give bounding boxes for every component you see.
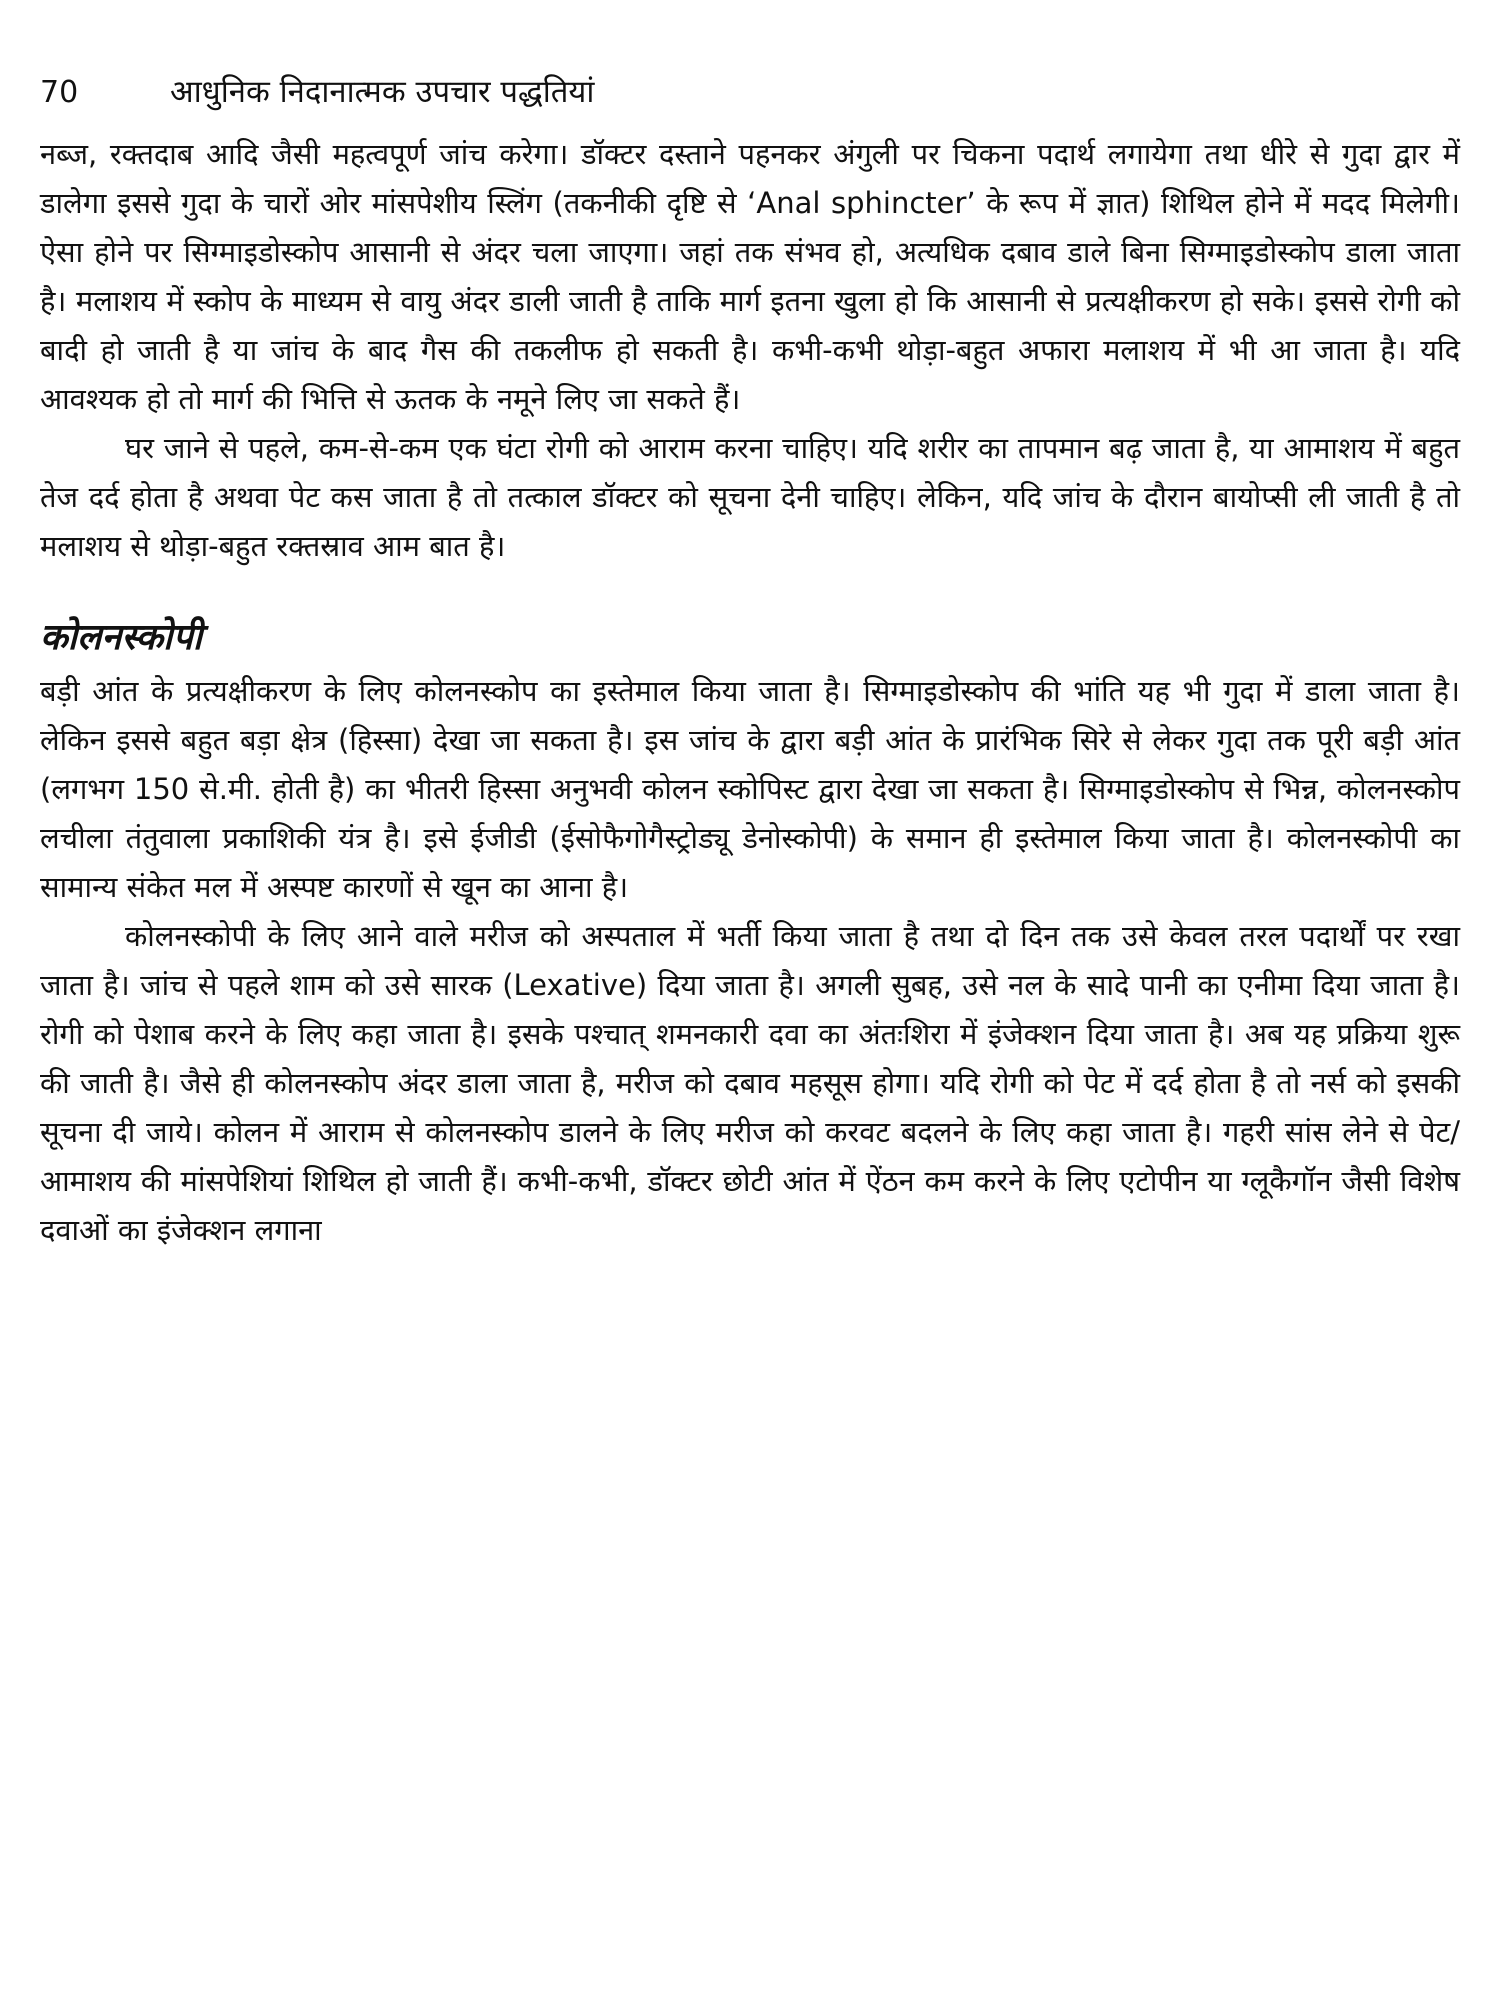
- page-body: [40, 130, 1460, 1255]
- paragraph: बड़ी आंत के प्रत्यक्षीकरण के लिए कोलनस्कोप का इस्तेमाल किया जाता है। सिग्माइडोस्कोप की भांति यह भी गुदा में डाला जाता है। लेकिन इससे बहुत बड़ा क्षेत्र (हिस्सा) देखा जा सकता है। इस जांच के द्वारा बड़ी आंत के प्रारंभिक सिरे से लेकर गुदा तक पूरी बड़ी आंत (लगभग 150 से.मी. होती है) का भीतरी हिस्सा अनुभवी कोलन स्कोपिस्ट द्वारा देखा जा सकता है। सिग्माइडोस्कोप से भिन्न, कोलनस्कोप लचीला तंतुवाला प्रकाशिकी यंत्र है। इसे ईजीडी (ईसोफैगोगैस्ट्रोड्यू डेनोस्कोपी) के समान ही इस्तेमाल किया जाता है। कोलनस्कोपी का सामान्य संकेत मल में अस्पष्ट कारणों से खून का आना है।: [40, 674, 1460, 904]
- paragraph: घर जाने से पहले, कम-से-कम एक घंटा रोगी को आराम करना चाहिए। यदि शरीर का तापमान बढ़ जाता है, या आमाशय में बहुत तेज दर्द होता है अथवा पेट कस जाता है तो तत्काल डॉक्टर को सूचना देनी चाहिए। लेकिन, यदि जांच के दौरान बायोप्सी ली जाती है तो मलाशय से थोड़ा-बहुत रक्तस्राव आम बात है।: [40, 431, 1460, 563]
- section-heading: कोलनस्कोपी: [40, 617, 203, 658]
- running-title: आधुनिक निदानात्मक उपचार पद्धतियां: [170, 74, 595, 110]
- book-page: [40, 70, 1460, 1255]
- paragraph: नब्ज, रक्तदाब आदि जैसी महत्वपूर्ण जांच करेगा। डॉक्टर दस्ताने पहनकर अंगुली पर चिकना पदार्थ लगायेगा तथा धीरे से गुदा द्वार में डालेगा इससे गुदा के चारों ओर मांसपेशीय स्लिंग (तकनीकी दृष्टि से ‘Anal sphincter’ के रूप में ज्ञात) शिथिल होने में मदद मिलेगी। ऐसा होने पर सिग्माइडोस्कोप आसानी से अंदर चला जाएगा। जहां तक संभव हो, अत्यधिक दबाव डाले बिना सिग्माइडोस्कोप डाला जाता है। मलाशय में स्कोप के माध्यम से वायु अंदर डाली जाती है ताकि मार्ग इतना खुला हो कि आसानी से प्रत्यक्षीकरण हो सके। इससे रोगी को बादी हो जाती है या जांच के बाद गैस की तकलीफ हो सकती है। कभी-कभी थोड़ा-बहुत अफारा मलाशय में भी आ जाता है। यदि आवश्यक हो तो मार्ग की भित्ति से ऊतक के नमूने लिए जा सकते हैं।: [40, 137, 1460, 416]
- page-header: [40, 70, 1460, 130]
- page-number: 70: [40, 75, 79, 110]
- paragraph: कोलनस्कोपी के लिए आने वाले मरीज को अस्पताल में भर्ती किया जाता है तथा दो दिन तक उसे केवल तरल पदार्थों पर रखा जाता है। जांच से पहले शाम को उसे सारक (Lexative) दिया जाता है। अगली सुबह, उसे नल के सादे पानी का एनीमा दिया जाता है। रोगी को पेशाब करने के लिए कहा जाता है। इसके पश्चात् शमनकारी दवा का अंतःशिरा में इंजेक्शन दिया जाता है। अब यह प्रक्रिया शुरू की जाती है। जैसे ही कोलनस्कोप अंदर डाला जाता है, मरीज को दबाव महसूस होगा। यदि रोगी को पेट में दर्द होता है तो नर्स को इसकी सूचना दी जाये। कोलन में आराम से कोलनस्कोप डालने के लिए मरीज को करवट बदलने के लिए कहा जाता है। गहरी सांस लेने से पेट/आमाशय की मांसपेशियां शिथिल हो जाती हैं। कभी-कभी, डॉक्टर छोटी आंत में ऐंठन कम करने के लिए एटोपीन या ग्लूकैगॉन जैसी विशेष दवाओं का इंजेक्शन लगाना: [40, 919, 1460, 1247]
